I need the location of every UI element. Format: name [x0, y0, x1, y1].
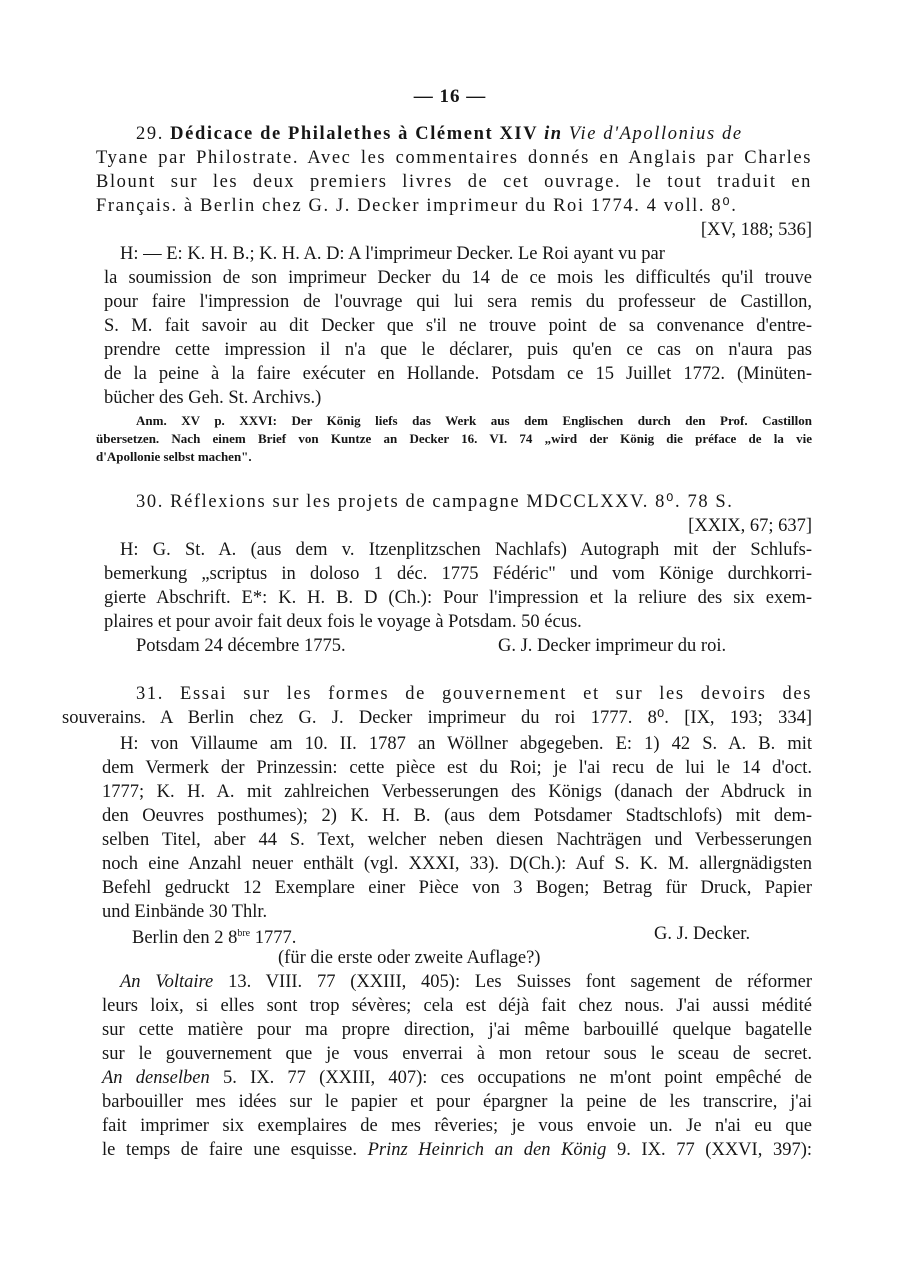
entry-number: 30. [136, 492, 164, 512]
entry-30-ref: [XXIX, 67; 637] [688, 516, 812, 536]
entry-31-body-line-5: selben Titel, aber 44 S. Text, welcher neben diesen Nachträgen und Verbesserungen [102, 830, 812, 850]
page-number: — 16 — [413, 86, 487, 107]
entry-31-body-line-2: dem Vermerk der Prinzessin: cette pièce est du Roi; je l'ai recu de lui le 14 d'oct. [102, 758, 812, 778]
entry-29-title-line-4: Français. à Berlin chez G. J. Decker imprimeur du Roi 1774. 4 voll. 8⁰. [96, 196, 738, 216]
entry-30-place-date: Potsdam 24 décembre 1775. [136, 636, 346, 656]
entry-30-title-line-1: 30. Réflexions sur les projets de campagne MDCCLXXV. 8⁰. 78 S. [136, 492, 734, 512]
entry-31-quote-line-4: sur le gouvernement que je vous enverrai à mon retour sous le sceau de secret. [102, 1044, 812, 1064]
entry-29-body-line-6: de la peine à la faire exécuter en Hollande. Potsdam ce 15 Juillet 1772. (Minüten- [104, 364, 812, 384]
entry-29-title-line-3: Blount sur les deux premiers livres de cet ouvrage. le tout traduit en [96, 172, 812, 192]
entry-29-note-line-1: Anm. XV p. XXVI: Der König liefs das Werk aus dem Englischen durch den Prof. Castillon [136, 413, 812, 428]
entry-29-note-line-3: d'Apollonie selbst machen". [96, 449, 252, 464]
entry-29-body-line-4: S. M. fait savoir au dit Decker que s'il ne trouve point de sa convenance d'entre- [104, 316, 812, 336]
entry-30-signature: G. J. Decker imprimeur du roi. [498, 636, 727, 656]
entry-31-quote-line-6: barbouiller mes idées sur le papier et pour épargner la peine de les transcrire, j'ai [102, 1092, 812, 1112]
entry-31-quote-line-8: le temps de faire une esquisse. Prinz Heinrich an den König 9. IX. 77 (XXVI, 397): [102, 1140, 812, 1160]
entry-29-body-line-2: la soumission de son imprimeur Decker du 14 de ce mois les difficultés qu'il trouve [104, 268, 812, 288]
entry-31-title-line-2: souverains. A Berlin chez G. J. Decker imprimeur du roi 1777. 8⁰. [IX, 193; 334] [62, 708, 812, 728]
entry-29-title-line-1: 29. Dédicace de Philalethes à Clément XIV in Vie d'Apollonius de [136, 124, 743, 144]
entry-31-signature: G. J. Decker. [654, 924, 751, 944]
entry-number: 29. [136, 124, 164, 144]
entry-29-body-line-7: bücher des Geh. St. Archivs.) [104, 388, 322, 408]
entry-number: 31. [136, 684, 164, 704]
entry-31-body-line-7: Befehl gedruckt 12 Exemplare einer Pièce von 3 Bogen; Betrag für Druck, Papier [102, 878, 812, 898]
entry-30-body-line-2: bemerkung „scriptus in doloso 1 déc. 1775 Fédéric" und vom Könige durchkorri- [104, 564, 812, 584]
entry-31-quote-line-5: An denselben 5. IX. 77 (XXIII, 407): ces occupations ne m'ont point empêché de [102, 1068, 812, 1088]
entry-31-place-date: Berlin den 2 $8^{bre}$ 1777. [132, 928, 297, 949]
entry-30-body-line-1: H: G. St. A. (aus dem v. Itzenplitzschen Nachlafs) Autograph mit der Schlufs- [120, 540, 812, 560]
entry-29-body-line-3: pour faire l'impression de l'ouvrage qui lui sera remis du professeur de Castillon, [104, 292, 812, 312]
entry-31-body-line-6: noch eine Anzahl neuer enthält (vgl. XXXI, 33). D(Ch.): Auf S. K. M. allergnädigsten [102, 854, 812, 874]
entry-31-body-line-8: und Einbände 30 Thlr. [102, 902, 268, 922]
entry-31-paren-note: (für die erste oder zweite Auflage?) [278, 948, 541, 968]
entry-29-note-line-2: übersetzen. Nach einem Brief von Kuntze an Decker 16. VI. 74 „wird der König die préface de la vie [96, 431, 812, 446]
entry-31-quote-line-3: sur cette matière pour ma propre direction, j'ai même barbouillé quelque bagatelle [102, 1020, 812, 1040]
entry-29-body-line-1: H: — E: K. H. B.; K. H. A. D: A l'imprimeur Decker. Le Roi ayant vu par [120, 244, 665, 264]
entry-31-body-line-1: H: von Villaume am 10. II. 1787 an Wöllner abgegeben. E: 1) 42 S. A. B. mit [120, 734, 812, 754]
entry-29-ref: [XV, 188; 536] [700, 220, 812, 240]
entry-30-body-line-3: gierte Abschrift. E*: K. H. B. D (Ch.): Pour l'impression et la reliure des six exem- [104, 588, 812, 608]
entry-31-quote-line-1: An Voltaire 13. VIII. 77 (XXIII, 405): Les Suisses font sagement de réformer [120, 972, 812, 992]
entry-30-body-line-4: plaires et pour avoir fait deux fois le voyage à Potsdam. 50 écus. [104, 612, 582, 632]
entry-31-quote-line-7: fait imprimer six exemplaires de mes rêveries; je vous envoie un. Je n'ai eu que [102, 1116, 812, 1136]
entry-29-body-line-5: prendre cette impression il n'a que le déclarer, puis qu'en ce cas on n'aura pas [104, 340, 812, 360]
entry-29-title-line-2: Tyane par Philostrate. Avec les commentaires donnés en Anglais par Charles [96, 148, 812, 168]
entry-31-body-line-4: den Oeuvres posthumes); 2) K. H. B. (aus dem Potsdamer Stadtschlofs) mit dem- [102, 806, 812, 826]
entry-31-quote-line-2: leurs loix, si elles sont trop sévères; cela est déjà fait chez nous. J'ai aussi médité [102, 996, 812, 1016]
entry-31-body-line-3: 1777; K. H. A. mit zahlreichen Verbesserungen des Königs (danach der Abdruck in [102, 782, 812, 802]
entry-31-title-line-1: 31. Essai sur les formes de gouvernement et sur les devoirs des [136, 684, 812, 704]
